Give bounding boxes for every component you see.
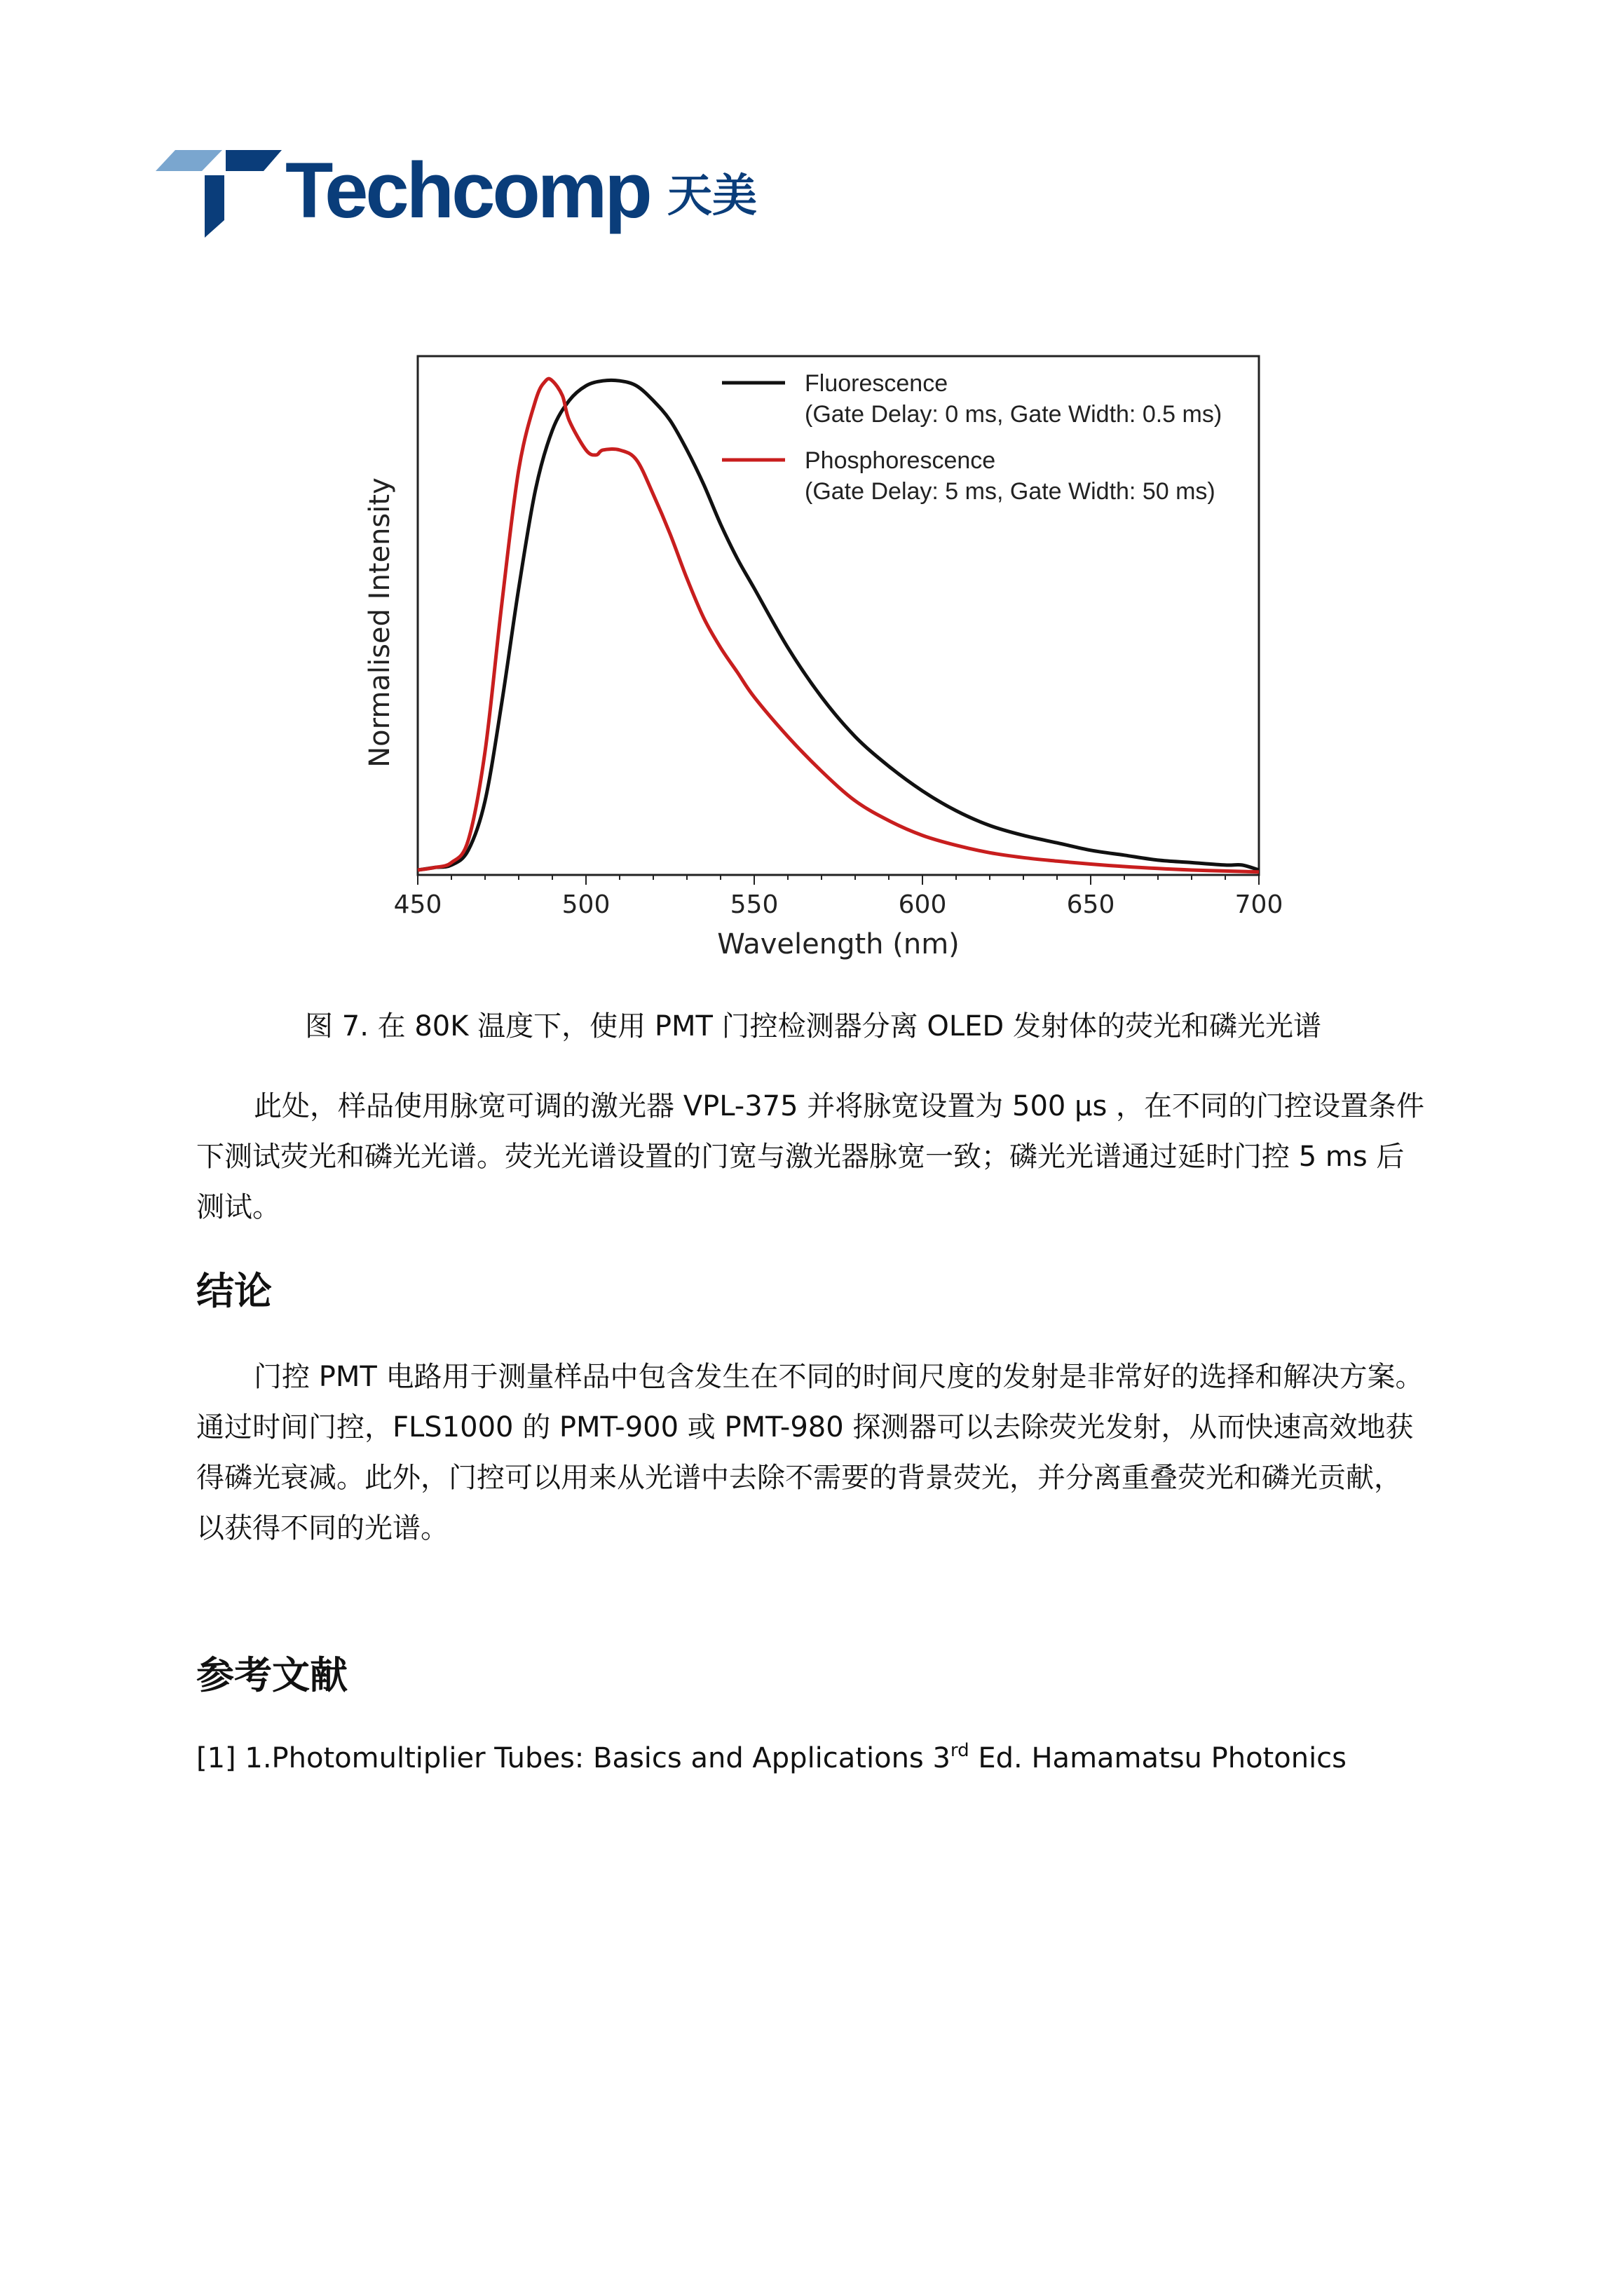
body-paragraph-2 [196,1352,1444,1554]
x-tick-label: 500 [561,890,611,919]
logo-wordmark: Techcomp [285,147,650,234]
logo-mark-icon [156,150,282,241]
legend-label-phosphorescence: Phosphorescence [805,447,996,474]
legend-label-fluorescence: Fluorescence [805,370,948,397]
x-tick-label: 700 [1234,890,1283,919]
reference-superscript: rd [950,1740,969,1761]
legend [722,370,1222,505]
techcomp-logo [156,147,786,241]
paragraph-line: 门控 PMT 电路用于测量样品中包含发生在不同的时间尺度的发射是非常好的选择和解决方案。 [254,1361,1424,1393]
legend-sublabel-phosphorescence: (Gate Delay: 5 ms, Gate Width: 50 ms) [805,478,1215,505]
section-heading-conclusion: 结论 [196,1269,272,1313]
reference-text: [1] 1.Photomultiplier Tubes: Basics and Applications 3 [196,1742,950,1774]
paragraph-line: 以获得不同的光谱。 [196,1512,449,1544]
figure-caption: 图 7. 在 80K 温度下，使用 PMT 门控检测器分离 OLED 发射体的荧光和磷光光谱 [305,1010,1321,1042]
paragraph-line: 下测试荧光和磷光光谱。荧光光谱设置的门宽与激光器脉宽一致；磷光光谱通过延时门控 5 ms 后 [196,1141,1405,1173]
y-axis-label: Normalised Intensity [364,477,396,768]
paragraph-line: 通过时间门控，FLS1000 的 PMT-900 或 PMT-980 探测器可以去除荧光发射，从而快速高效地获 [196,1411,1414,1444]
legend-sublabel-fluorescence: (Gate Delay: 0 ms, Gate Width: 0.5 ms) [805,401,1222,428]
paragraph-line: 此处，样品使用脉宽可调的激光器 VPL-375 并将脉宽设置为 500 μs ，在不同的门控设置条件 [254,1090,1425,1122]
section-heading-references: 参考文献 [196,1653,348,1697]
x-axis-ticks [418,875,1259,885]
body-paragraph-1 [196,1081,1444,1232]
paragraph-line: 测试。 [196,1191,280,1223]
x-axis-tick-labels [394,890,1283,919]
x-tick-label: 450 [393,890,442,919]
logo-chinese-name: 天美 [667,170,757,222]
x-tick-label: 600 [898,890,947,919]
paragraph-line: 得磷光衰减。此外，门控可以用来从光谱中去除不需要的背景荧光，并分离重叠荧光和磷光贡献， [196,1462,1402,1494]
reference-entry [196,1737,1347,1779]
x-axis-label: Wavelength (nm) [717,928,960,960]
spectrum-chart [350,344,1318,974]
x-tick-label: 650 [1066,890,1115,919]
x-tick-label: 550 [730,890,779,919]
reference-text-suffix: Ed. Hamamatsu Photonics [969,1742,1347,1774]
plot-frame [418,356,1259,875]
